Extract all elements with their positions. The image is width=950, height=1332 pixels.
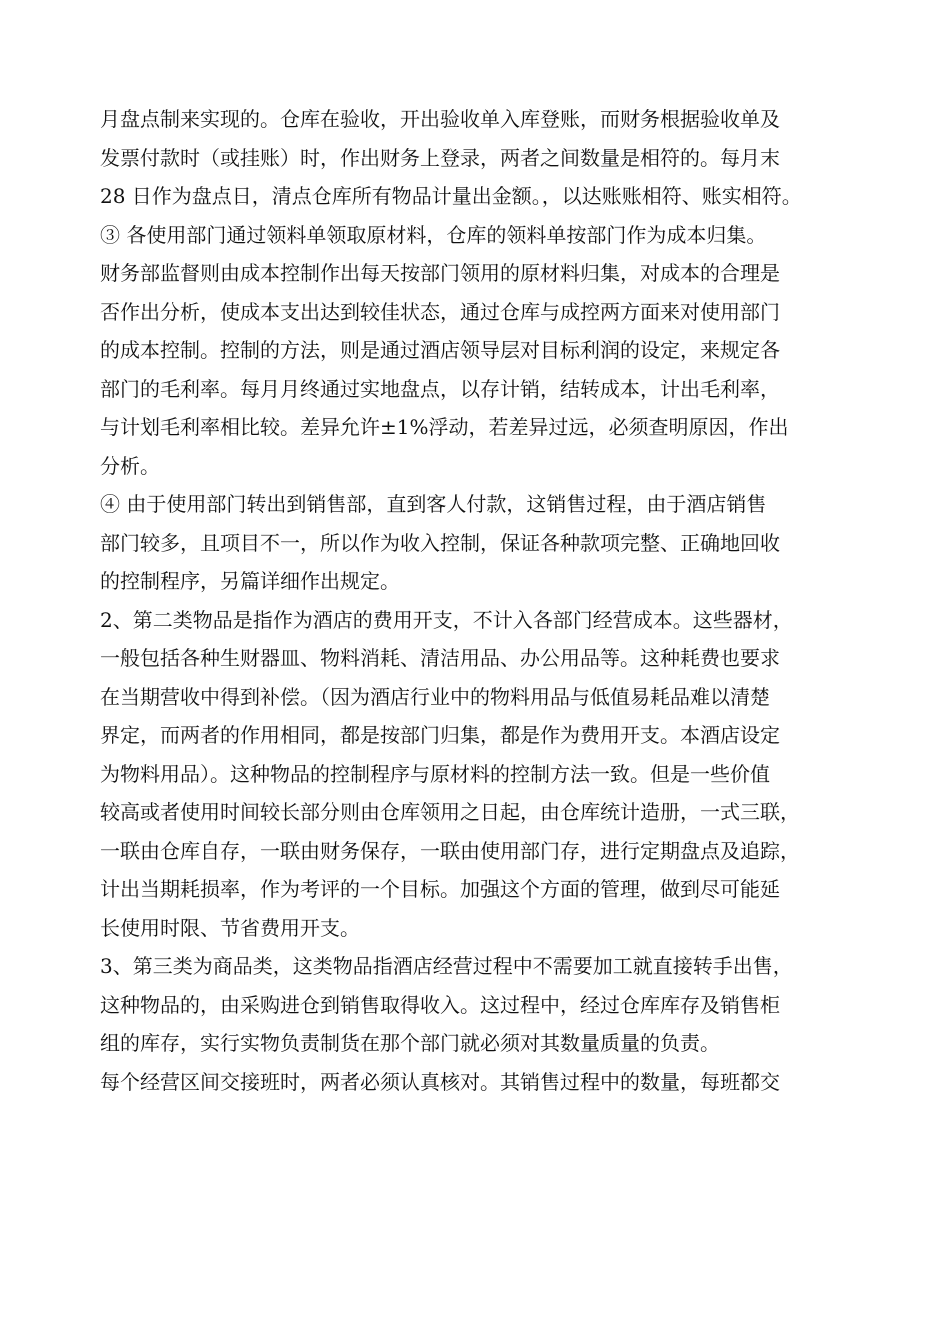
text-line: 分析。 — [100, 453, 160, 478]
text-line: 否作出分析，使成本支出达到较佳状态，通过仓库与成控两方面来对使用部门 — [100, 299, 780, 324]
text-line: ④ 由于使用部门转出到销售部，直到客人付款，这销售过程，由于酒店销售 — [100, 492, 767, 516]
text-line: 部门较多，且项目不一，所以作为收入控制，保证各种款项完整、正确地回收 — [100, 530, 780, 555]
text-line: 一般包括各种生财器皿、物料消耗、清洁用品、办公用品等。这种耗费也要求 — [100, 646, 780, 670]
text-line: 的控制程序，另篇详细作出规定。 — [100, 569, 400, 593]
text-line: 较高或者使用时间较长部分则由仓库领用之日起，由仓库统计造册，一式三联， — [100, 800, 800, 824]
text-line: 这种物品的，由采购进仓到销售取得收入。这过程中，经过仓库库存及销售柜 — [100, 992, 780, 1017]
text-line: 3、第三类为商品类，这类物品指酒店经营过程中不需要加工就直接转手出售， — [100, 954, 793, 978]
text-line: 与计划毛利率相比较。差异允许±1%浮动，若差异过远，必须查明原因，作出 — [100, 415, 789, 439]
text-line: 月盘点制来实现的。仓库在验收，开出验收单入库登账，而财务根据验收单及 — [100, 107, 780, 131]
text-line: 28 日作为盘点日，清点仓库所有物品计量出金额。，以达账账相符、账实相符。 — [100, 184, 802, 208]
text-line: 组的库存，实行实物负责制货在那个部门就必须对其数量质量的负责。 — [100, 1031, 720, 1055]
text-line: 每个经营区间交接班时，两者必须认真核对。其销售过程中的数量，每班都交 — [100, 1069, 780, 1094]
text-line: 部门的毛利率。每月月终通过实地盘点，以存计销，结转成本，计出毛利率， — [100, 376, 780, 401]
body-text — [100, 100, 870, 1101]
text-line: 计出当期耗损率，作为考评的一个目标。加强这个方面的管理，做到尽可能延 — [100, 877, 780, 901]
text-line: 一联由仓库自存，一联由财务保存，一联由使用部门存，进行定期盘点及追踪， — [100, 838, 800, 863]
text-line: ③ 各使用部门通过领料单领取原材料，仓库的领料单按部门作为成本归集。 — [100, 222, 767, 247]
text-line: 的成本控制。控制的方法，则是通过酒店领导层对目标利润的设定，来规定各 — [100, 338, 780, 362]
text-line: 财务部监督则由成本控制作出每天按部门领用的原材料归集，对成本的合理是 — [100, 261, 780, 285]
text-line: 在当期营收中得到补偿。（因为酒店行业中的物料用品与低值易耗品难以清楚 — [100, 684, 770, 709]
text-line: 发票付款时（或挂账）时，作出财务上登录，两者之间数量是相符的。每月末 — [100, 145, 780, 170]
text-line: 界定，而两者的作用相同，都是按部门归集，都是作为费用开支。本酒店设定 — [100, 723, 780, 747]
text-line: 为物料用品）。这种物品的控制程序与原材料的控制方法一致。但是一些价值 — [100, 761, 770, 786]
text-line: 长使用时限、节省费用开支。 — [100, 915, 360, 940]
text-line: 2、第二类物品是指作为酒店的费用开支，不计入各部门经营成本。这些器材， — [100, 607, 793, 632]
